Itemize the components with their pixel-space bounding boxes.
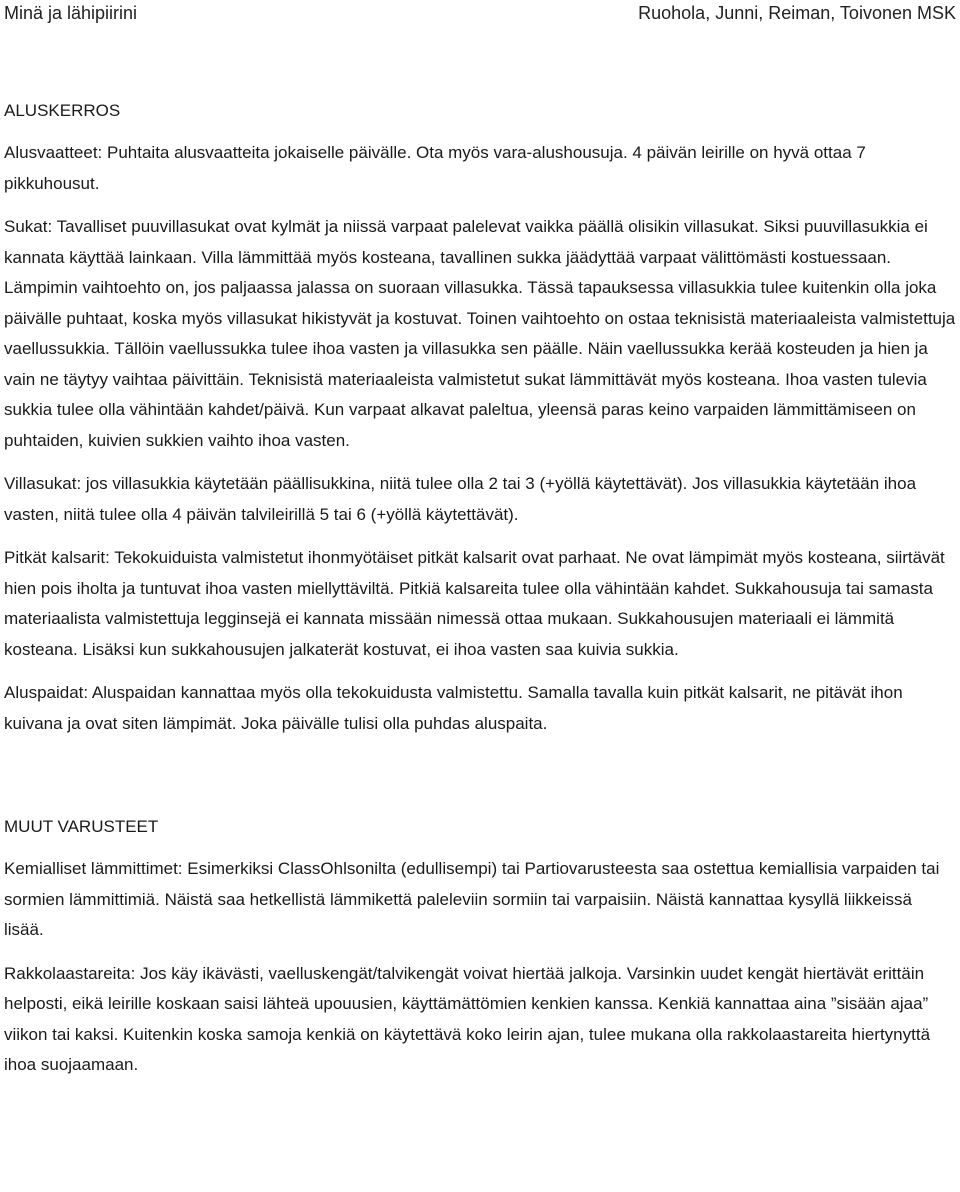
paragraph-aluspaidat: Aluspaidat: Aluspaidan kannattaa myös olla tekokuidusta valmistettu. Samalla tavalla kuin pitkät kalsarit, ne pitävät ihon kuivana ja ovat siten lämpimät. Joka päivälle tulisi olla puhdas aluspaita.	[4, 683, 903, 733]
page-header	[4, 0, 956, 30]
paragraph-alusvaatteet: Alusvaatteet: Puhtaita alusvaatteita jokaiselle päivälle. Ota myös vara-alushousuja. 4 päivän leirille on hyvä ottaa 7 pikkuhousut.	[4, 143, 866, 193]
section-heading-muut-varusteet: MUUT VARUSTEET	[4, 817, 159, 836]
header-right-authors: Ruohola, Junni, Reiman, Toivonen MSK	[638, 3, 956, 23]
paragraph-kemialliset-lammittimet: Kemialliset lämmittimet: Esimerkiksi ClassOhlsonilta (edullisempi) tai Partiovarusteesta saa ostettua kemiallisia varpaiden tai sormien lämmittimiä. Näistä saa hetkellistä lämmikettä paleleviin sormiin tai varpaisiin. Näistä kannattaa kysyllä liikkeissä lisää.	[4, 859, 940, 939]
header-left-title: Minä ja lähipiirini	[4, 3, 138, 23]
paragraph-rakkolaastareita: Rakkolaastareita: Jos käy ikävästi, vaelluskengät/talvikengät voivat hiertää jalkoja. Varsinkin uudet kengät hiertävät erittäin helposti, eikä leirille koskaan saisi lähteä upouusien, käyttämättömien kenkien kanssa. Kenkiä kannattaa aina ”sisään ajaa” viikon tai kaksi. Kuitenkin koska samoja kenkiä on käytettävä koko leirin ajan, tulee mukana olla rakkolaastareita hiertynyttä ihoa suojaamaan.	[4, 963, 931, 1074]
section-spacer	[4, 752, 956, 812]
section-heading-aluskerros: ALUSKERROS	[4, 101, 121, 120]
paragraph-villasukat: Villasukat: jos villasukkia käytetään päällisukkina, niitä tulee olla 2 tai 3 (+yöllä käytettävät). Jos villasukkia käytetään ihoa vasten, niitä tulee olla 4 päivän talvileirillä 5 tai 6 (+yöllä käytettävät).	[4, 474, 917, 524]
document-body	[4, 96, 956, 1094]
paragraph-sukat: Sukat: Tavalliset puuvillasukat ovat kylmät ja niissä varpaat palelevat vaikka päällä olisikin villasukat. Siksi puuvillasukkia ei kannata käyttää lainkaan. Villa lämmittää myös kosteana, tavallinen sukka jäädyttää varpaat välittömästi kostuessaan. Lämpimin vaihtoehto on, jos paljaassa jalassa on suoraan villasukka. Tässä tapauksessa villasukkia tulee kuitenkin olla joka päivälle puhtaat, koska myös villasukat hikistyvät ja kostuvat. Toinen vaihtoehto on ostaa teknisistä materiaaleista valmistettuja vaellussukkia. Tällöin vaellussukka tulee ihoa vasten ja villasukka sen päälle. Näin vaellussukka kerää kosteuden ja hien ja vain ne täytyy vaihtaa päivittäin. Teknisistä materiaaleista valmistetut sukat lämmittävät myös kosteana. Ihoa vasten tulevia sukkia tulee olla vähintään kahdet/päivä. Kun varpaat alkavat paleltua, yleensä paras keino varpaiden lämmittämiseen on puhtaiden, kuivien sukkien vaihto ihoa vasten.	[4, 217, 956, 450]
paragraph-kalsarit: Pitkät kalsarit: Tekokuiduista valmistetut ihonmyötäiset pitkät kalsarit ovat parhaat. Ne ovat lämpimät myös kosteana, siirtävät hien pois iholta ja tuntuvat ihoa vasten miellyttäviltä. Pitkiä kalsareita tulee olla vähintään kahdet. Sukkahousuja tai samasta materiaalista valmistettuja legginsejä ei kannata missään nimessä ottaa mukaan. Sukkahousujen materiaali ei lämmitä kosteana. Lisäksi kun sukkahousujen jalkaterät kostuvat, ei ihoa vasten saa kuivia sukkia.	[4, 548, 945, 659]
